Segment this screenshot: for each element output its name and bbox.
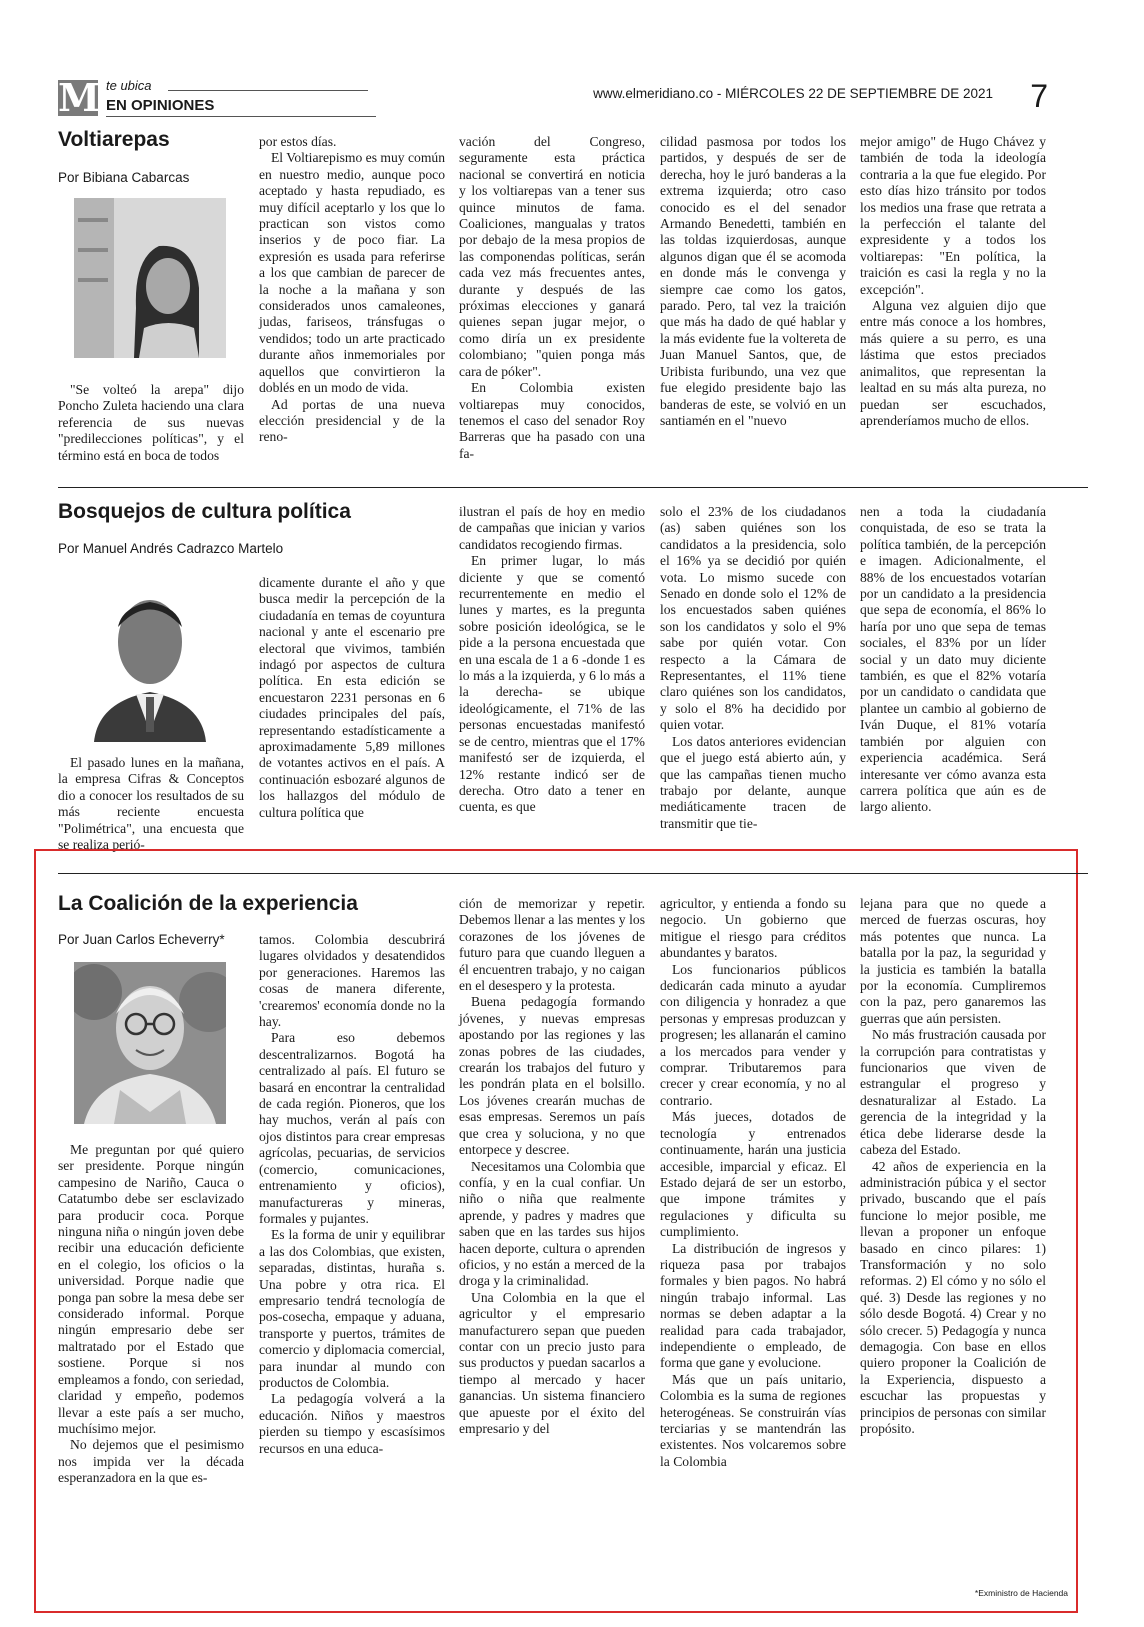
author-photo-man-glasses [74,962,226,1124]
page-header [58,75,1088,122]
author-photo-man [74,572,226,742]
paragraph: El pasado lunes en la mañana, la empresa Cifras & Conceptos dio a conocer los resultados de su más reciente encuesta "Polimétrica", una encuesta que se realiza perió- [58,755,244,853]
paragraph: "Se volteó la arepa" dijo Poncho Zuleta haciendo una clara referencia de sus nuevas "predilecciones políticas", y el término está en boca de todos [58,382,244,463]
tagline: te ubica [106,78,152,93]
paragraph: No más frustración causada por la corrupción para contratistas y funcionarios que viven de estrangular el progreso y desnaturalizar al Estado. La gerencia de la integridad y la ética debe liderarse desde la cabeza del Estado. [860,1027,1046,1158]
paragraph: Para eso debemos descentralizarnos. Bogotá ha centralizado al país. El futuro se basará en encontrar la centralidad de cada región. Pioneros, que los hay muchos, verán al país con ojos distintos para crear empresas agrícolas, pecuarias, de servicios (comercio, comunicaciones, entrenamiento y oficios), manufactureras y mineras, formales y pujantes. [259,1030,445,1226]
header-rule [168,90,368,91]
paragraph: Ad portas de una nueva elección presidencial y de la reno- [259,396,445,445]
dateline: www.elmeridiano.co - MIÉRCOLES 22 DE SEPTIEMBRE DE 2021 [593,86,993,101]
article-title: La Coalición de la experiencia [58,892,358,915]
paragraph: lejana para que no quede a merced de fuerzas oscuras, hoy más potentes que nunca. La batalla por la paz, la seguridad y la justicia es también la batalla por la economía. Cumpliremos con la paz, pero ganaremos las guerras que aún persisten. [860,896,1046,1026]
paragraph: En Colombia existen voltiarepas muy conocidos, tenemos el caso del senador Roy Barreras que ha pasado con una fa- [459,380,645,461]
paragraph: Los datos anteriores evidencian que el juego está abierto aún, y que las campañas tienen mucho trabajo por delante, aunque mediáticamente tracen de transmitir que tie- [660,733,846,831]
author-note: *Exministro de Hacienda [974,1588,1068,1598]
paragraph: por estos días. [259,134,337,149]
article-column [259,575,445,821]
article-column [259,932,445,1457]
paragraph: En primer lugar, lo más diciente y que se comentó recurrentemente en medio el lunes y martes, es la pregunta sobre posición ideológica, se le pide a la persona encuestada que en una escala de 1 a 6 -donde 1 es lo más a la izquierda, y 6 lo más a la derecha- se ubique ideológicamente, el 71% de las personas encuestadas manifestó se de centro, mientras que el 17% manifestó ser de izquierda, el 12% restante indicó ser de derecha. Otro dato a tener en cuenta, es que [459,553,645,815]
article-column [259,134,445,446]
paragraph: nen a toda la ciudadanía conquistada, de eso se trata la política también, de la percepción e imagen. Adicionalmente, el 88% de los encuestados votarían por un candidato a la presidencia que sepa de economía, el 86% lo haría por uno que sepa de temas sociales, el 83% por un líder social y un dato muy diciente también, es que el 82% votaría por un candidato o candidata que plantee un cambio al gobierno de Iván Duque, el 81% votaría también por alguien con experiencia académica. Será interesante ver cómo avanza esta carrera política que aún es de largo aliento. [860,504,1046,815]
paragraph: tamos. Colombia descubrirá lugares olvidados y desatendidos por generaciones. Haremos las cosas de manera diferente, 'crearemos' economía donde no la hay. [259,932,445,1030]
article-column [459,504,645,816]
article-column [58,1142,244,1487]
page-number: 7 [1030,78,1048,114]
paragraph: ilustran el país de hoy en medio de campañas que inician y varios candidatos recogiendo firmas. [459,504,645,552]
paragraph: agricultor, y entienda a fondo su negocio. Un gobierno que mitigue el riesgo para créditos abundantes y baratos. [660,896,846,961]
paragraph: solo el 23% de los ciudadanos (as) saben quiénes son los candidatos a la presidencia, solo el 16% ya se decidió por quién vota. Lo mismo sucede con Senado en donde solo el 12% de los encuestados saben quiénes son los candidatos y solo el 9% sabe por quién votar. Con respecto a la Cámara de Representantes, el 11% tiene claro quiénes son los candidatos, y solo el 8% ha decidido por quien votar. [660,504,846,733]
article-column [660,504,846,832]
paragraph: cilidad pasmosa por todos los partidos, y después de ser de derecha, hoy le juró banderas a la extrema izquierda; otro caso conocido es el del senador Armando Benedetti, también en las toldas izquierdosas, aunque algunos digan que él se acomoda en donde más le convenga y siempre cae como los gatos, parado. Pero, tal vez la traición que más ha dado de qué hablar y la más evidente fue la voltereta de Juan Manuel Santos, que, de Uribista furibundo, una vez que fue elegido presidente bajo las banderas de este, se volvió en un santiamén en el "nuevo [660,134,846,428]
article-byline: Por Manuel Andrés Cadrazco Martelo [58,541,284,556]
paragraph: Alguna vez alguien dijo que entre más conoce a los hombres, más quiere a su perro, es una lástima que estos preciados animalitos, que representan la lealtad en su más alta pureza, no puedan ser escuchados, aprenderíamos mucho de ellos. [860,298,1046,428]
paragraph: Más jueces, dotados de tecnología y entrenados continuamente, harán una justicia accesible, imparcial y eficaz. El Estado dejará de ser un estorbo, que impone trámites y regulaciones y dificulta su cumplimiento. [660,1109,846,1240]
newspaper-logo: M [58,75,101,120]
paragraph: Es la forma de unir y equilibrar a las dos Colombias, que existen, separadas, distintas, huraña s. Una pobre y otra rica. El empresario tendrá tecnología de pos-cosecha, empaque y aduana, transporte y puertos, trámites de comercio y diplomacia comercial, para inundar al mundo con productos de Colombia. [259,1227,445,1390]
paragraph: dicamente durante el año y que busca medir la percepción de la ciudadanía en temas de coyuntura nacional y ante el escenario pre electoral que vivimos, también indagó por aspectos de cultura política. En esta edición se encuestaron 2231 personas en 6 ciudades principales del país, representando estadísticamente a aproximadamente 5,89 millones de votantes activos en el país. A continuación esbozaré algunos de los hallazgos del módulo de cultura política que [259,575,445,820]
paragraph: ción de memorizar y repetir. Debemos llenar a las mentes y los corazones de los jóvenes de futuro para que cuando lleguen a él encuentren trabajo, y no caigan en el desespero y la protesta. [459,896,645,994]
header-rule-bottom [106,116,376,117]
article-divider [58,487,1088,488]
author-photo-woman [74,198,226,358]
article-column [860,504,1046,816]
paragraph: Me preguntan por qué quiero ser presidente. Porque ningún campesino de Nariño, Cauca o Catatumbo debe ser esclavizado para producir coca. Porque ninguna niña o ningún joven debe recibir una educación deficiente en el colegio, los oficios o la universidad. Porque nadie que ponga pan sobre la mesa debe ser considerado informal. Porque ningún empresario debe ser maltratado por el Estado que sostiene. Porque si nos empleamos a fondo, con seriedad, claridad y empeño, podemos llevar a este país a ser mucho, muchísimo mejor. [58,1142,244,1436]
paragraph: Una Colombia en la que el agricultor y el empresario manufacturero sepan que pueden contar con un precio justo para sus productos y puedan sacarlos a tiempo al mercado y hacer ganancias. Un sistema financiero que apueste por el éxito del empresario y del [459,1289,645,1436]
article-title: Voltiarepas [58,128,170,151]
article-byline: Por Juan Carlos Echeverry* [58,932,225,947]
article-column [860,896,1046,1437]
article-column [459,134,645,462]
article-column [459,896,645,1437]
paragraph: Buena pedagogía formando jóvenes, y nuevas empresas apostando por las regiones y las zonas pobres de las ciudades, crearán los trabajos del futuro y les pondrán plata en el bolsillo. Los jóvenes crearán muchas de esas empresas. Seremos un país que crea y soluciona, y no que entorpece y descree. [459,994,645,1158]
paragraph: Necesitamos una Colombia que confía, y en la cual confiar. Un niño o niña que realmente aprende, y padres y madres que saben que en las tardes sus hijos hacen deporte, cultura o aprenden oficios, y no están a merced de la droga y la criminalidad. [459,1158,645,1289]
article-column [58,755,244,853]
paragraph: La distribución de ingresos y riqueza pasa por trabajos formales y bien pagos. No habrá ningún trabajo informal. Las normas se deben adaptar a la realidad para cada trabajador, independiente o empleado, de forma que gane y evolucione. [660,1240,846,1371]
paragraph: vación del Congreso, seguramente esta práctica nacional se convertirá en noticia y los voltiarepas van a tener sus quince minutos de fama. Coaliciones, mangualas y tratos por debajo de la mesa propios de las componendas políticas, serán cada vez más frecuentes antes, durante y después de las próximas elecciones y ganará quienes sepan jugar mejor, o como diría un ex presidente colombiano; "quien ponga más cara de póker". [459,134,645,379]
article-column [58,382,244,464]
section-name: EN OPINIONES [106,97,215,114]
article-bosquejos [58,500,1088,860]
article-column [860,134,1046,429]
article-column [660,896,846,1470]
paragraph: No dejemos que el pesimismo nos impida ver la década esperanzadora en la que es- [58,1437,244,1486]
article-column [660,134,846,429]
paragraph: 42 años de experiencia en la administración púbica y el sector privado, buscando que el país funcione lo mejor posible, me llevan a proponer un enfoque basado en cinco pilares: 1) Transformación y no solo reformas. 2) El cómo y no sólo el qué. 3) Desde las regiones y no sólo desde Bogotá. 4) Crear y no sólo crecer. 5) Pedagogía y nunca demagogia. Con base en ellos quiero proponer la Coalición de la Experiencia, dispuesto a escuchar las propuestas y principios de personas con similar propósito. [860,1158,1046,1436]
paragraph: mejor amigo" de Hugo Chávez y también de toda la ideología contraria a la que fue elegido. Por esto días hizo tránsito por todos los medios una frase que retrata a la perfección el talante del expresidente y a todos los voltiarepas: "En política, la traición es casi la regla y no la excepción". [860,134,1046,297]
paragraph: Más que un país unitario, Colombia es la suma de regiones heterogéneas. Se construirán vías terciarias y se mantendrán las existentes. Nos volcaremos sobre la Colombia [660,1371,846,1469]
paragraph: La pedagogía volverá a la educación. Niños y maestros pierden su tiempo y escasísimos recursos en una educa- [259,1391,445,1456]
article-title: Bosquejos de cultura política [58,500,351,523]
article-voltiarepas [58,128,1088,473]
article-divider [58,873,1088,874]
article-byline: Por Bibiana Cabarcas [58,170,190,185]
paragraph: Los funcionarios públicos dedicarán cada minuto a ayudar con diligencia y honradez a que personas y empresas produzcan y progresen; les allanarán el camino a los mercados para vender y comprar. Tributaremos para crecer y crear economía, y no al contrario. [660,961,846,1108]
article-coalicion [58,892,1088,1602]
paragraph: El Voltiarepismo es muy común en nuestro medio, aunque poco aceptado y hasta repudiado, es muy difícil aceptarlo y los que lo practican son vistos como inserios y de poco fiar. La expresión es usada para referirse a los que cambian de parecer de la noche a la mañana y son considerados unos camaleones, judas, fariseos, tránsfugas o vendidos; todo un arte practicado durante años inmemoriales por aquellos que convirtieron la doblés en un modo de vida. [259,150,445,396]
